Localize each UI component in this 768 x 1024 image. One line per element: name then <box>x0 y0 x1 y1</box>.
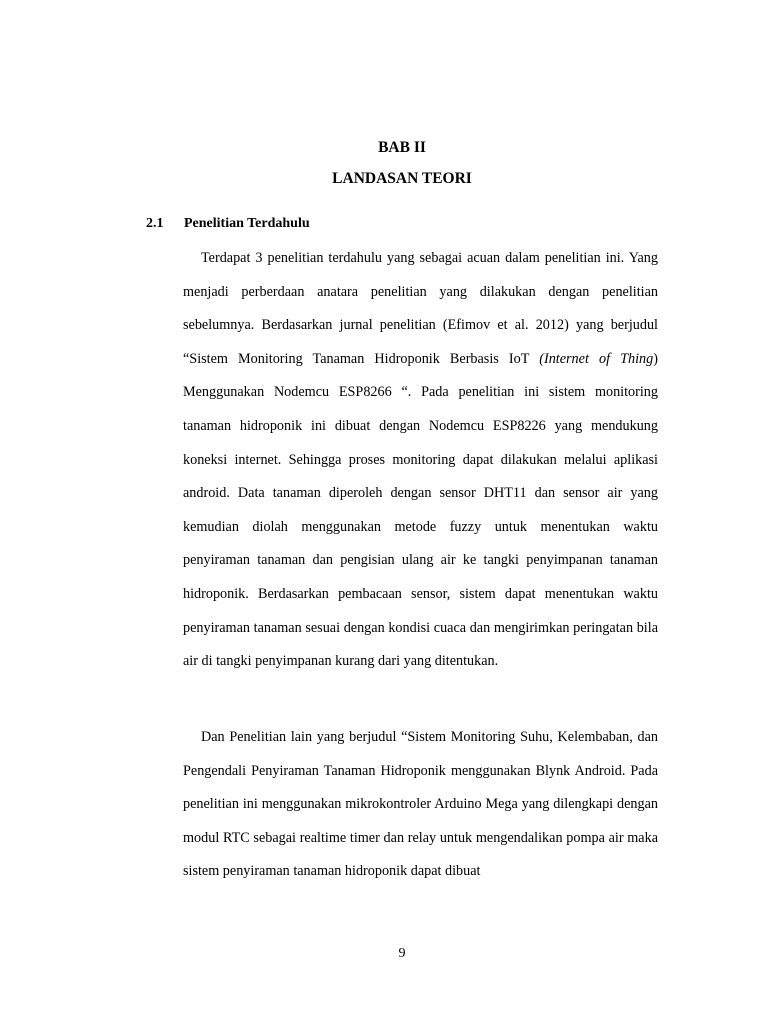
paragraph-other-research: Dan Penelitian lain yang berjudul “Sistem Monitoring Suhu, Kelembaban, dan Pengendali Penyiraman Tanaman Hidroponik menggunakan Blynk Android. Pada penelitian ini menggunakan mikrokontroler Arduino Mega yang dilengkapi dengan modul RTC sebagai realtime timer dan relay untuk mengendalikan pompa air maka sistem penyiraman tanaman hidroponik dapat dibuat <box>183 729 658 880</box>
paragraph-italic-text: (Internet of Thing <box>539 350 654 367</box>
chapter-number: BAB II <box>378 139 426 156</box>
section-heading <box>146 216 310 232</box>
paragraph-text: ) Menggunakan Nodemcu ESP8266 “. Pada penelitian ini sistem monitoring tanaman hidroponik ini dibuat dengan Nodemcu ESP8226 yang mendukung koneksi internet. Sehingga proses monitoring dapat dilakukan melalui aplikasi android. Data tanaman diperoleh dengan sensor DHT11 dan sensor air yang kemudian diolah menggunakan metode fuzzy untuk menentukan waktu penyiraman tanaman dan pengisian ulang air ke tangki penyimpanan tanaman hidroponik. Berdasarkan pembacaan sensor, sistem dapat menentukan waktu penyiraman tanaman sesuai dengan kondisi cuaca dan mengirimkan peringatan bila air di tangki penyimpanan kurang dari yang ditentukan. <box>183 350 658 670</box>
chapter-title: LANDASAN TEORI <box>332 170 472 187</box>
page-number: 9 <box>398 946 406 961</box>
section-title: Penelitian Terdahulu <box>184 216 310 231</box>
section-number: 2.1 <box>146 216 164 231</box>
paragraph-text: Terdapat 3 penelitian terdahulu yang sebagai acuan dalam penelitian ini. Yang menjadi perberdaan anatara penelitian yang dilakukan dengan penelitian sebelumnya. Berdasarkan jurnal penelitian (Efimov et al. 2012) yang berjudul “Sistem Monitoring Tanaman Hidroponik Berbasis IoT <box>183 250 658 367</box>
paragraph-previous-research <box>183 242 658 679</box>
